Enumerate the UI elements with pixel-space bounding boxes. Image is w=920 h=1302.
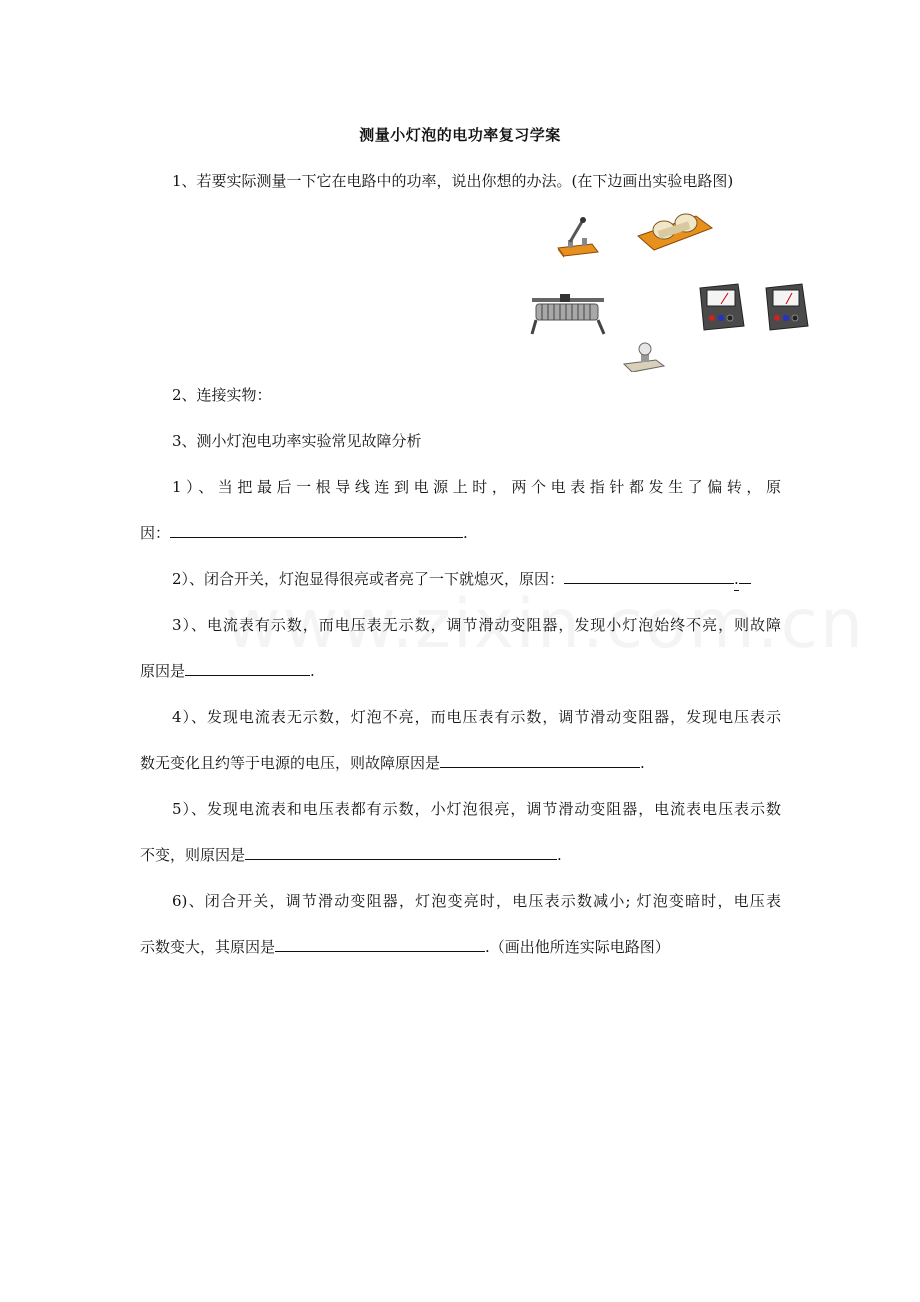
question-2: 2、连接实物： <box>172 386 272 404</box>
fault-2-answer-blank[interactable] <box>564 568 734 584</box>
fault-6-line-1: 6)、闭合开关，调节滑动变阻器，灯泡变亮时，电压表示数减小; 灯泡变暗时，电压表 <box>172 892 781 910</box>
fault-6-answer-blank[interactable] <box>275 936 485 952</box>
fault-2-label: 2）、闭合开关，灯泡显得很亮或者亮了一下就熄灭，原因： <box>172 570 565 588</box>
period: . <box>310 662 315 680</box>
fault-5-label: 不变，则原因是 <box>140 846 246 864</box>
fault-2-line <box>172 568 751 591</box>
fault-2-answer-blank-tail <box>739 568 751 584</box>
ammeter-image <box>698 282 746 336</box>
fault-5-line-2 <box>140 844 562 866</box>
battery-holder-image <box>636 206 714 256</box>
fault-5-answer-blank[interactable] <box>245 844 557 860</box>
fault-3-answer-blank[interactable] <box>185 660 310 676</box>
fault-6-line-2 <box>140 936 670 958</box>
period: . <box>557 846 562 864</box>
fault-6-tail: .（画出他所连实际电路图） <box>485 938 670 956</box>
fault-4-line-1: 4）、发现电流表无示数，灯泡不亮，而电压表有示数，调节滑动变阻器，发现电压表示 <box>172 708 781 726</box>
fault-1-line-2 <box>140 522 468 544</box>
fault-1-label: 因： <box>140 524 171 542</box>
fault-4-answer-blank[interactable] <box>440 752 640 768</box>
period: . <box>463 524 468 542</box>
page-title: 测量小灯泡的电功率复习学案 <box>359 126 561 144</box>
fault-4-label: 数无变化且约等于电源的电压，则故障原因是 <box>140 754 441 772</box>
period: . <box>734 568 739 591</box>
rheostat-image <box>530 294 606 340</box>
fault-1-answer-blank[interactable] <box>170 522 463 538</box>
fault-3-line-2 <box>140 660 315 682</box>
bulb-holder-image <box>622 342 666 376</box>
fault-5-line-1: 5）、发现电流表和电压表都有示数，小灯泡很亮，调节滑动变阻器，电流表电压表示数 <box>172 800 781 818</box>
fault-3-line-1: 3）、电流表有示数，而电压表无示数，调节滑动变阻器，发现小灯泡始终不亮，则故障 <box>172 616 781 634</box>
switch-image <box>556 214 600 262</box>
fault-6-label: 示数变大，其原因是 <box>140 938 276 956</box>
fault-1-line-1: 1）、当把最后一根导线连到电源上时，两个电表指针都发生了偏转，原 <box>172 478 781 496</box>
voltmeter-image <box>764 282 810 336</box>
fault-3-label: 原因是 <box>140 662 186 680</box>
question-3: 3、测小灯泡电功率实验常见故障分析 <box>172 432 422 450</box>
question-1: 1、若要实际测量一下它在电路中的功率，说出你想的办法。(在下边画出实验电路图) <box>172 172 734 190</box>
fault-4-line-2 <box>140 752 645 774</box>
period: . <box>640 754 645 772</box>
